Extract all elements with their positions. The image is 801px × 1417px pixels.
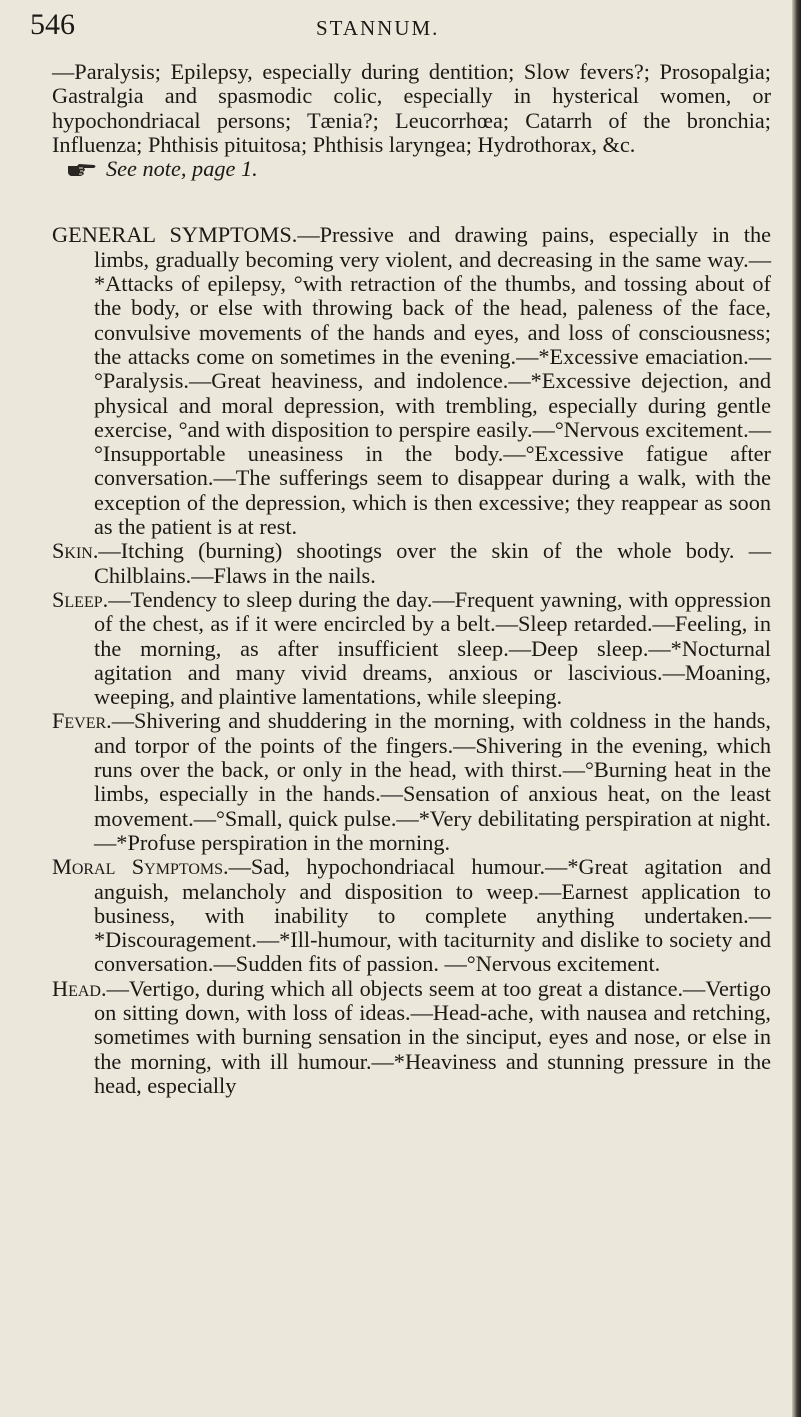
page-number: 546 (30, 8, 75, 41)
section-skin (52, 539, 771, 588)
section-head (52, 977, 771, 1098)
section-sleep (52, 588, 771, 709)
section-text: —Tendency to sleep during the day.—Frequent yawning, with oppression of the chest, as if it were encircled by a belt.—Sleep retarded.—Feeling, in the morning, as after insufficient sleep.—Deep sleep.—*Nocturnal agitation and many vivid dreams, anxious or lascivious.—Moaning, weeping, and plaintive lamentations, while sleeping. (94, 586, 771, 710)
pointing-hand-icon (66, 161, 98, 179)
section-label: GENERAL SYMPTOMS. (52, 222, 298, 248)
section-text: —Itching (burning) shootings over the skin of the whole body. —Chilblains.—Flaws in the nails. (94, 538, 771, 588)
section-general-symptoms (52, 223, 771, 539)
section-label: Fever. (52, 708, 112, 734)
section-label: Skin. (52, 538, 99, 564)
page-body (52, 60, 771, 1098)
page-header (30, 8, 771, 48)
section-fever (52, 709, 771, 855)
section-text: —Vertigo, during which all objects seem at too great a distance.—Vertigo on sitting down, with loss of ideas.—Head-ache, with nausea and retching, sometimes with burning sensation in the sinciput, eyes and nose, or else in the morning, with ill humour.—*Heaviness and stunning pressure in the head, especially (94, 975, 771, 1098)
section-moral-symptoms (52, 855, 771, 976)
note-line (52, 157, 771, 181)
section-label: Sleep. (52, 586, 109, 612)
running-head: STANNUM. (316, 16, 440, 40)
page-edge-shadow (792, 0, 801, 1417)
section-label: Head. (52, 975, 107, 1001)
note-text: See note, page 1. (106, 156, 258, 182)
intro-paragraph: —Paralysis; Epilepsy, especially during dentition; Slow fevers?; Prosopalgia; Gastralgia and spasmodic colic, especially in hysterical women, or hypochondriacal persons; Tænia?; Leucorrhœa; Catarrh of the bronchia; Influenza; Phthisis pituitosa; Phthisis laryngea; Hydrothorax, &c. (52, 59, 771, 157)
section-text: —Pressive and drawing pains, especially in the limbs, gradually becoming very violent, and decreasing in the same way.—*Attacks of epilepsy, °with retraction of the thumbs, and tossing about of the body, or else with throwing back of the head, paleness of the face, convulsive movements of the hands and eyes, and loss of consciousness; the attacks come on sometimes in the evening.—*Excessive emaciation.—°Paralysis.—Great heaviness, and indolence.—*Excessive dejection, and physical and moral depression, with trembling, especially during gentle exercise, °and with disposition to perspire easily.—°Nervous excitement.—°Insupportable uneasiness in the body.—°Excessive fatigue after conversation.—The sufferings seem to disappear during a walk, with the exception of the depression, which is then excessive; they reappear as soon as the patient is at rest. (94, 222, 771, 540)
section-text: —Sad, hypochondriacal humour.—*Great agitation and anguish, melancholy and disposition to weep.—Earnest application to business, with inability to complete anything undertaken.—*Discouragement.—*Ill-humour, with taciturnity and dislike to society and conversation.—Sudden fits of passion. —°Nervous excitement. (94, 854, 771, 977)
section-label: Moral Symptoms. (52, 854, 229, 880)
section-text: —Shivering and shuddering in the morning, with coldness in the hands, and torpor of the points of the fingers.—Shivering in the evening, which runs over the back, or only in the head, with thirst.—°Burning heat in the limbs, especially in the hands.—Sensation of anxious heat, on the least movement.—°Small, quick pulse.—*Very debilitating perspiration at night.—*Profuse perspiration in the morning. (94, 708, 771, 855)
